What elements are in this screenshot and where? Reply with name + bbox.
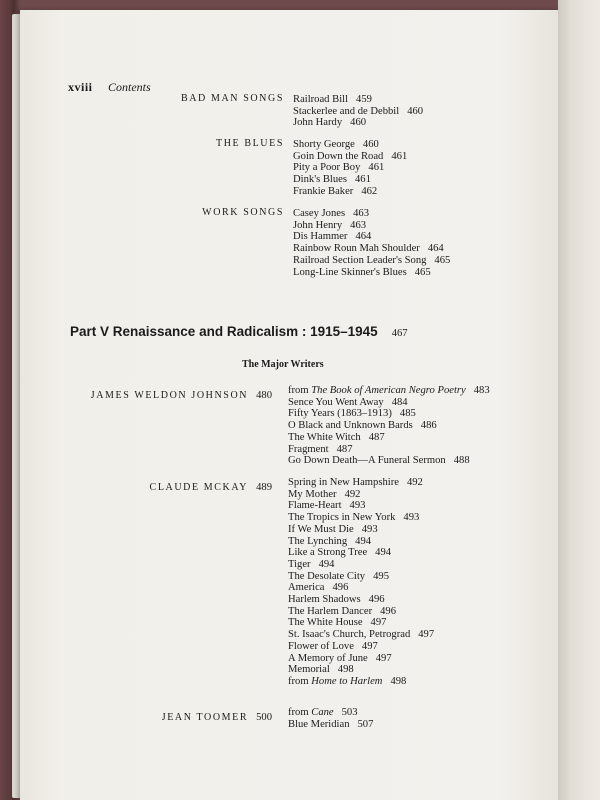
entry-page: 462 bbox=[361, 185, 378, 197]
author-name: JAMES WELDON JOHNSON bbox=[90, 390, 249, 401]
entry-page: 497 bbox=[361, 640, 378, 652]
entry-page: 460 bbox=[362, 139, 379, 150]
toc-entry bbox=[293, 174, 371, 186]
author-row bbox=[91, 385, 272, 403]
entry-title: Rainbow Roun Mah Shoulder bbox=[293, 243, 420, 255]
entry-title: The Tropics in New York bbox=[288, 512, 396, 524]
toc-entry bbox=[288, 432, 385, 444]
toc-entry bbox=[288, 536, 371, 548]
toc-entry bbox=[288, 547, 391, 559]
toc-entry bbox=[293, 162, 384, 174]
entry-title: O Black and Unknown Bards bbox=[288, 420, 413, 432]
entry-title: Home to Harlem bbox=[311, 675, 383, 687]
toc-entry bbox=[288, 408, 416, 420]
entry-title: John Henry bbox=[293, 219, 343, 231]
entry-page: 461 bbox=[355, 174, 371, 186]
entry-title: Spring in New Hampshire bbox=[288, 477, 399, 488]
entry-title: The Desolate City bbox=[288, 570, 366, 582]
entry-title: The Lynching bbox=[288, 535, 348, 547]
entry-page: 497 bbox=[370, 617, 387, 629]
entry-title: Sence You Went Away bbox=[288, 396, 384, 408]
entry-title: Flower of Love bbox=[288, 640, 354, 652]
entry-page: 493 bbox=[361, 523, 378, 535]
entry-title: Casey Jones bbox=[293, 208, 346, 219]
entry-page: 492 bbox=[344, 488, 361, 500]
part-title: Part V Renaissance and Radicalism : 1915–1945 bbox=[70, 324, 378, 339]
toc-entry bbox=[293, 117, 366, 129]
entry-page: 497 bbox=[375, 652, 392, 664]
entry-page: 465 bbox=[434, 254, 451, 266]
entry-page: 460 bbox=[350, 117, 367, 129]
toc-entry bbox=[293, 106, 423, 118]
entry-title: John Hardy bbox=[293, 117, 343, 129]
toc-entry bbox=[288, 719, 373, 731]
entry-page: 494 bbox=[375, 547, 392, 559]
toc-entry bbox=[288, 397, 408, 409]
entry-page: 495 bbox=[373, 570, 389, 582]
entry-page: 493 bbox=[403, 512, 420, 524]
entry-page: 503 bbox=[341, 707, 358, 718]
toc-entry bbox=[288, 524, 378, 536]
entry-page: 486 bbox=[420, 420, 437, 432]
entry-page: 461 bbox=[368, 162, 385, 174]
part-heading bbox=[70, 323, 408, 341]
entry-page: 487 bbox=[336, 443, 353, 455]
section-title: BAD MAN SONGS bbox=[180, 93, 284, 104]
entry-page: 497 bbox=[418, 629, 435, 641]
toc-entry bbox=[293, 139, 379, 151]
toc-entry bbox=[288, 420, 437, 432]
entry-title: Stackerlee and de Debbil bbox=[293, 105, 400, 117]
entry-page: 492 bbox=[406, 477, 423, 488]
toc-entry bbox=[288, 641, 378, 653]
entry-page: 496 bbox=[380, 605, 397, 617]
entry-page: 494 bbox=[318, 558, 335, 570]
page-header-title: Contents bbox=[108, 80, 151, 94]
entry-title: The Harlem Dancer bbox=[288, 605, 373, 617]
entry-title: If We Must Die bbox=[288, 523, 354, 535]
toc-entry bbox=[293, 186, 377, 198]
author-page: 480 bbox=[256, 390, 272, 401]
entry-title: America bbox=[288, 582, 325, 594]
toc-entry bbox=[288, 489, 360, 501]
page-number: xviii bbox=[68, 80, 93, 94]
entry-title: Like a Strong Tree bbox=[288, 547, 368, 559]
entry-title: St. Isaac's Church, Petrograd bbox=[288, 629, 411, 641]
toc-entry bbox=[288, 582, 348, 594]
toc-entry bbox=[293, 255, 450, 267]
entry-page: 507 bbox=[357, 718, 374, 730]
toc-entry bbox=[288, 385, 490, 397]
entry-title: Long-Line Skinner's Blues bbox=[293, 266, 407, 278]
entry-page: 498 bbox=[337, 664, 354, 676]
toc-entry bbox=[288, 617, 386, 629]
entry-title: A Memory of June bbox=[288, 652, 368, 664]
toc-entry bbox=[288, 444, 353, 456]
entry-page: 496 bbox=[368, 594, 385, 605]
toc-entry bbox=[288, 676, 406, 688]
entry-title: Tiger bbox=[288, 558, 311, 570]
entry-title: Fifty Years (1863–1913) bbox=[288, 408, 392, 420]
entry-title: Railroad Section Leader's Song bbox=[293, 254, 427, 266]
entry-page: 494 bbox=[355, 535, 372, 547]
entry-title: The Book of American Negro Poetry bbox=[311, 385, 466, 396]
toc-entry bbox=[293, 220, 366, 232]
author-name: CLAUDE MCKAY bbox=[149, 482, 249, 493]
entry-title: Go Down Death—A Funeral Sermon bbox=[288, 455, 446, 467]
entry-title: Harlem Shadows bbox=[288, 594, 361, 605]
toc-entry bbox=[288, 594, 385, 606]
entry-page: 464 bbox=[427, 243, 444, 255]
entry-page: 461 bbox=[391, 150, 408, 162]
subheading: The Major Writers bbox=[242, 359, 324, 370]
section-title: WORK SONGS bbox=[202, 207, 284, 218]
entry-page: 463 bbox=[350, 219, 367, 231]
toc-entry bbox=[288, 559, 334, 571]
entry-page: 488 bbox=[453, 455, 470, 467]
entry-page: 463 bbox=[353, 208, 369, 219]
entry-prefix: from bbox=[288, 675, 312, 687]
entry-title: Dis Hammer bbox=[293, 231, 348, 243]
author-name: JEAN TOOMER bbox=[161, 712, 249, 723]
toc-entry bbox=[293, 243, 444, 255]
author-row bbox=[162, 707, 272, 725]
entry-page: 487 bbox=[368, 431, 385, 443]
entry-page: 465 bbox=[414, 266, 431, 278]
toc-entry bbox=[293, 208, 369, 220]
entry-title: Shorty George bbox=[293, 139, 355, 150]
toc-entry bbox=[288, 629, 434, 641]
toc-entry bbox=[288, 707, 358, 719]
toc-entry bbox=[293, 94, 372, 106]
entry-page: 460 bbox=[407, 105, 424, 117]
entry-page: 464 bbox=[355, 231, 372, 243]
author-page: 500 bbox=[256, 712, 272, 723]
facing-page-gutter bbox=[558, 0, 600, 800]
entry-title: The White House bbox=[288, 617, 363, 629]
part-page: 467 bbox=[391, 328, 408, 339]
toc-entry bbox=[293, 231, 371, 243]
toc-entry bbox=[288, 512, 419, 524]
entry-title: Frankie Baker bbox=[293, 185, 354, 197]
entry-page: 459 bbox=[356, 94, 372, 105]
toc-entry bbox=[288, 571, 389, 583]
toc-entry bbox=[288, 606, 396, 618]
entry-prefix: from bbox=[288, 385, 312, 396]
toc-entry bbox=[288, 455, 470, 467]
entry-page: 483 bbox=[473, 385, 490, 396]
entry-page: 498 bbox=[390, 675, 407, 687]
entry-title: The White Witch bbox=[288, 431, 361, 443]
entry-title: Flame-Heart bbox=[288, 500, 342, 512]
entry-title: Dink's Blues bbox=[293, 174, 347, 186]
entry-title: Pity a Poor Boy bbox=[293, 162, 361, 174]
entry-title: Goin Down the Road bbox=[293, 150, 384, 162]
entry-page: 496 bbox=[332, 582, 349, 594]
toc-entry bbox=[293, 151, 407, 163]
contents-page bbox=[20, 10, 560, 800]
entry-title: Railroad Bill bbox=[293, 94, 349, 105]
entry-title: Fragment bbox=[288, 443, 329, 455]
entry-page: 484 bbox=[391, 396, 408, 408]
entry-page: 493 bbox=[349, 500, 366, 512]
entry-title: Blue Meridian bbox=[288, 718, 350, 730]
toc-entry bbox=[288, 653, 392, 665]
toc-entry bbox=[288, 500, 365, 512]
author-page: 489 bbox=[256, 482, 272, 493]
author-row bbox=[150, 477, 272, 495]
toc-entry bbox=[293, 267, 431, 279]
toc-entry bbox=[288, 477, 423, 489]
entry-prefix: from bbox=[288, 707, 312, 718]
entry-title: My Mother bbox=[288, 488, 337, 500]
entry-page: 485 bbox=[399, 408, 416, 420]
section-title: THE BLUES bbox=[215, 138, 284, 149]
toc-entry bbox=[288, 664, 354, 676]
entry-title: Cane bbox=[311, 707, 334, 718]
entry-title: Memorial bbox=[288, 664, 330, 676]
